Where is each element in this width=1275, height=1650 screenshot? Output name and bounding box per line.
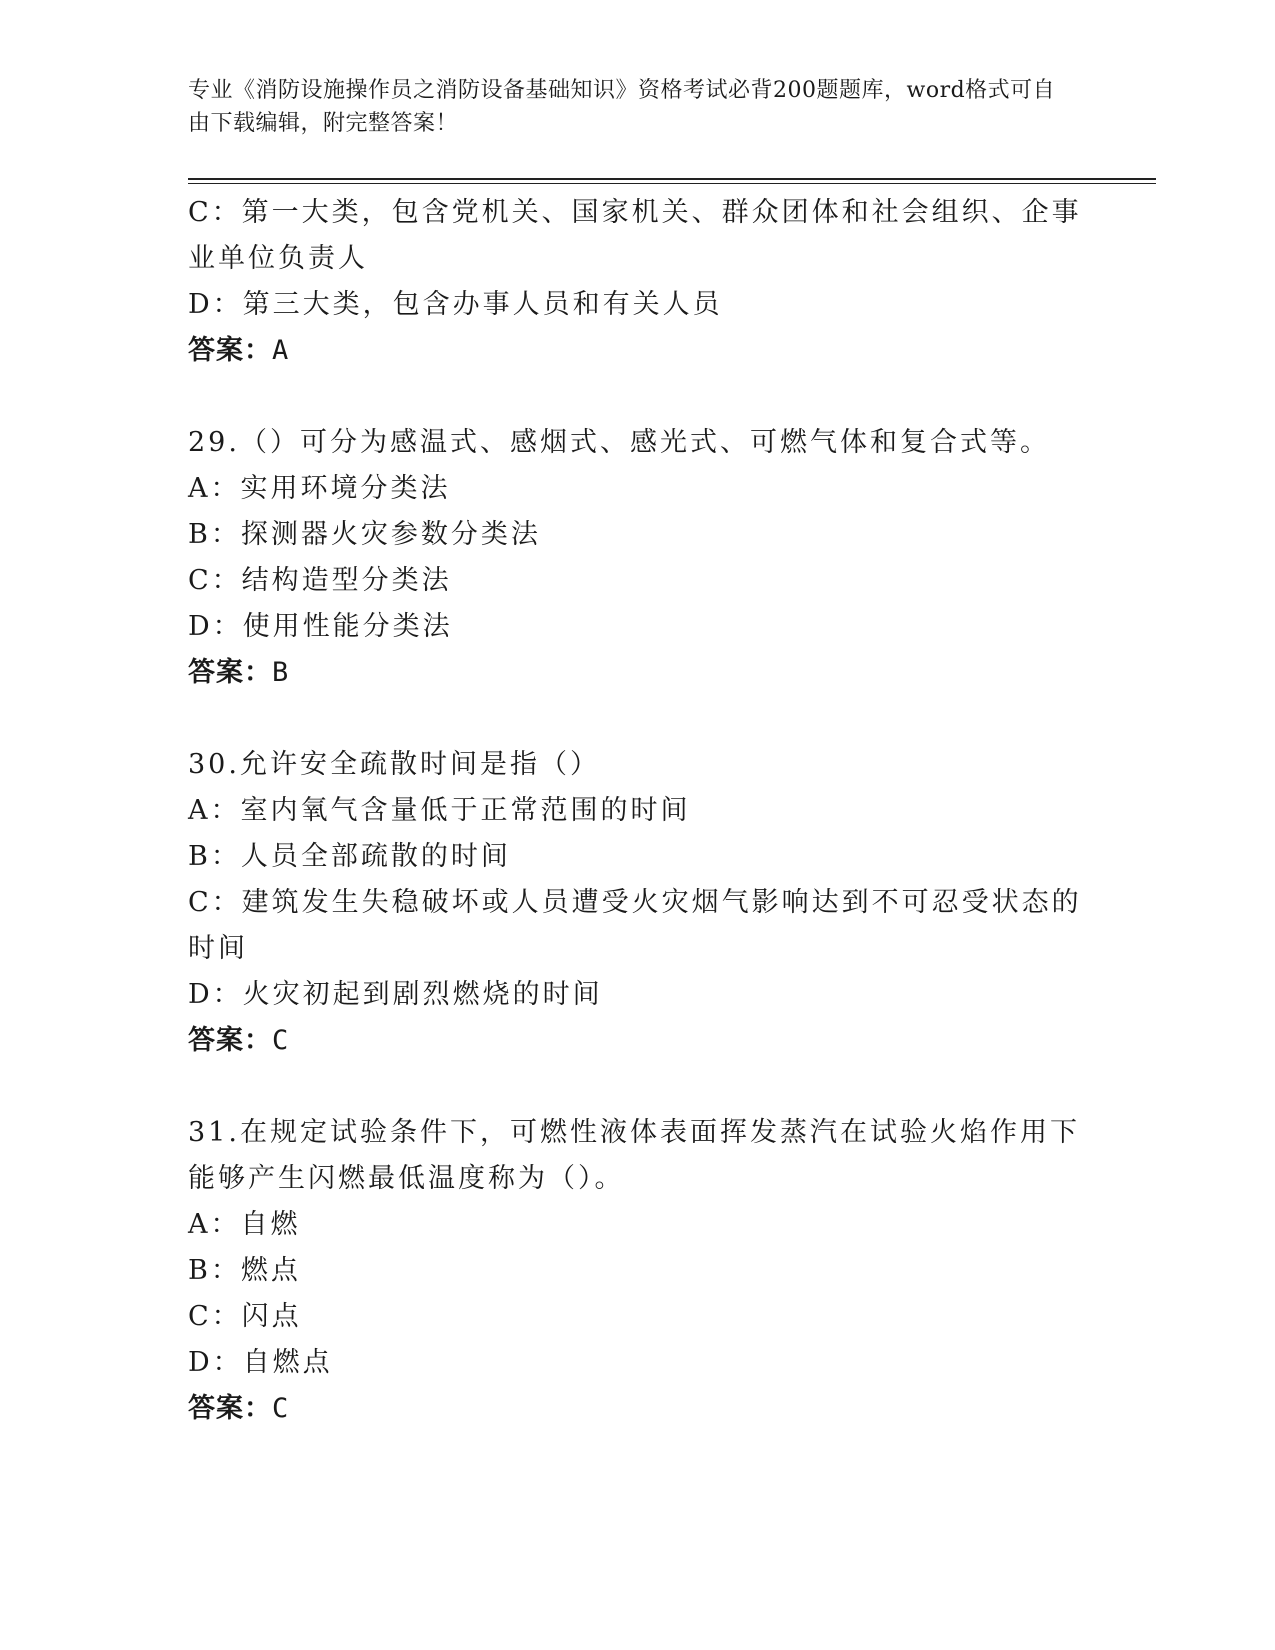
header-divider-thin [188, 183, 1156, 184]
answer-label: 答案： [188, 657, 272, 688]
document-header: 专业《消防设施操作员之消防设备基础知识》资格考试必背200题题库，word格式可自由下载编辑，附完整答案！ [188, 78, 1056, 136]
option-b: B：人员全部疏散的时间 [188, 841, 511, 872]
option-d: D：第三大类，包含办事人员和有关人员 [188, 289, 723, 320]
question-28-continued [188, 190, 1088, 374]
answer-value: C [272, 1025, 290, 1056]
answer-value: A [272, 335, 290, 366]
answer-label: 答案： [188, 1025, 272, 1056]
option-c: C：建筑发生失稳破坏或人员遭受火灾烟气影响达到不可忍受状态的时间 [188, 887, 1082, 964]
answer-line [188, 1018, 1088, 1064]
question-29 [188, 420, 1088, 696]
question-stem: 30.允许安全疏散时间是指（） [188, 749, 600, 780]
option-d: D：使用性能分类法 [188, 611, 453, 642]
option-a: A：室内氧气含量低于正常范围的时间 [188, 795, 691, 826]
option-a: A：自燃 [188, 1209, 301, 1240]
answer-line [188, 328, 1088, 374]
question-30 [188, 742, 1088, 1064]
option-d: D：火灾初起到剧烈燃烧的时间 [188, 979, 603, 1010]
option-d: D：自燃点 [188, 1347, 333, 1378]
question-stem: 31.在规定试验条件下，可燃性液体表面挥发蒸汽在试验火焰作用下能够产生闪燃最低温度称为（）。 [188, 1117, 1080, 1194]
answer-line [188, 650, 1088, 696]
option-b: B：探测器火灾参数分类法 [188, 519, 541, 550]
answer-value: C [272, 1393, 290, 1424]
answer-line [188, 1386, 1088, 1432]
answer-label: 答案： [188, 335, 272, 366]
question-31 [188, 1110, 1088, 1432]
option-c: C：结构造型分类法 [188, 565, 452, 596]
answer-value: B [272, 657, 290, 688]
option-b: B：燃点 [188, 1255, 301, 1286]
option-a: A：实用环境分类法 [188, 473, 451, 504]
question-list [188, 190, 1088, 1432]
header-divider-thick [188, 178, 1156, 180]
question-stem: 29.（）可分为感温式、感烟式、感光式、可燃气体和复合式等。 [188, 427, 1050, 458]
option-c: C：第一大类，包含党机关、国家机关、群众团体和社会组织、企事业单位负责人 [188, 197, 1082, 274]
answer-label: 答案： [188, 1393, 272, 1424]
option-c: C：闪点 [188, 1301, 302, 1332]
